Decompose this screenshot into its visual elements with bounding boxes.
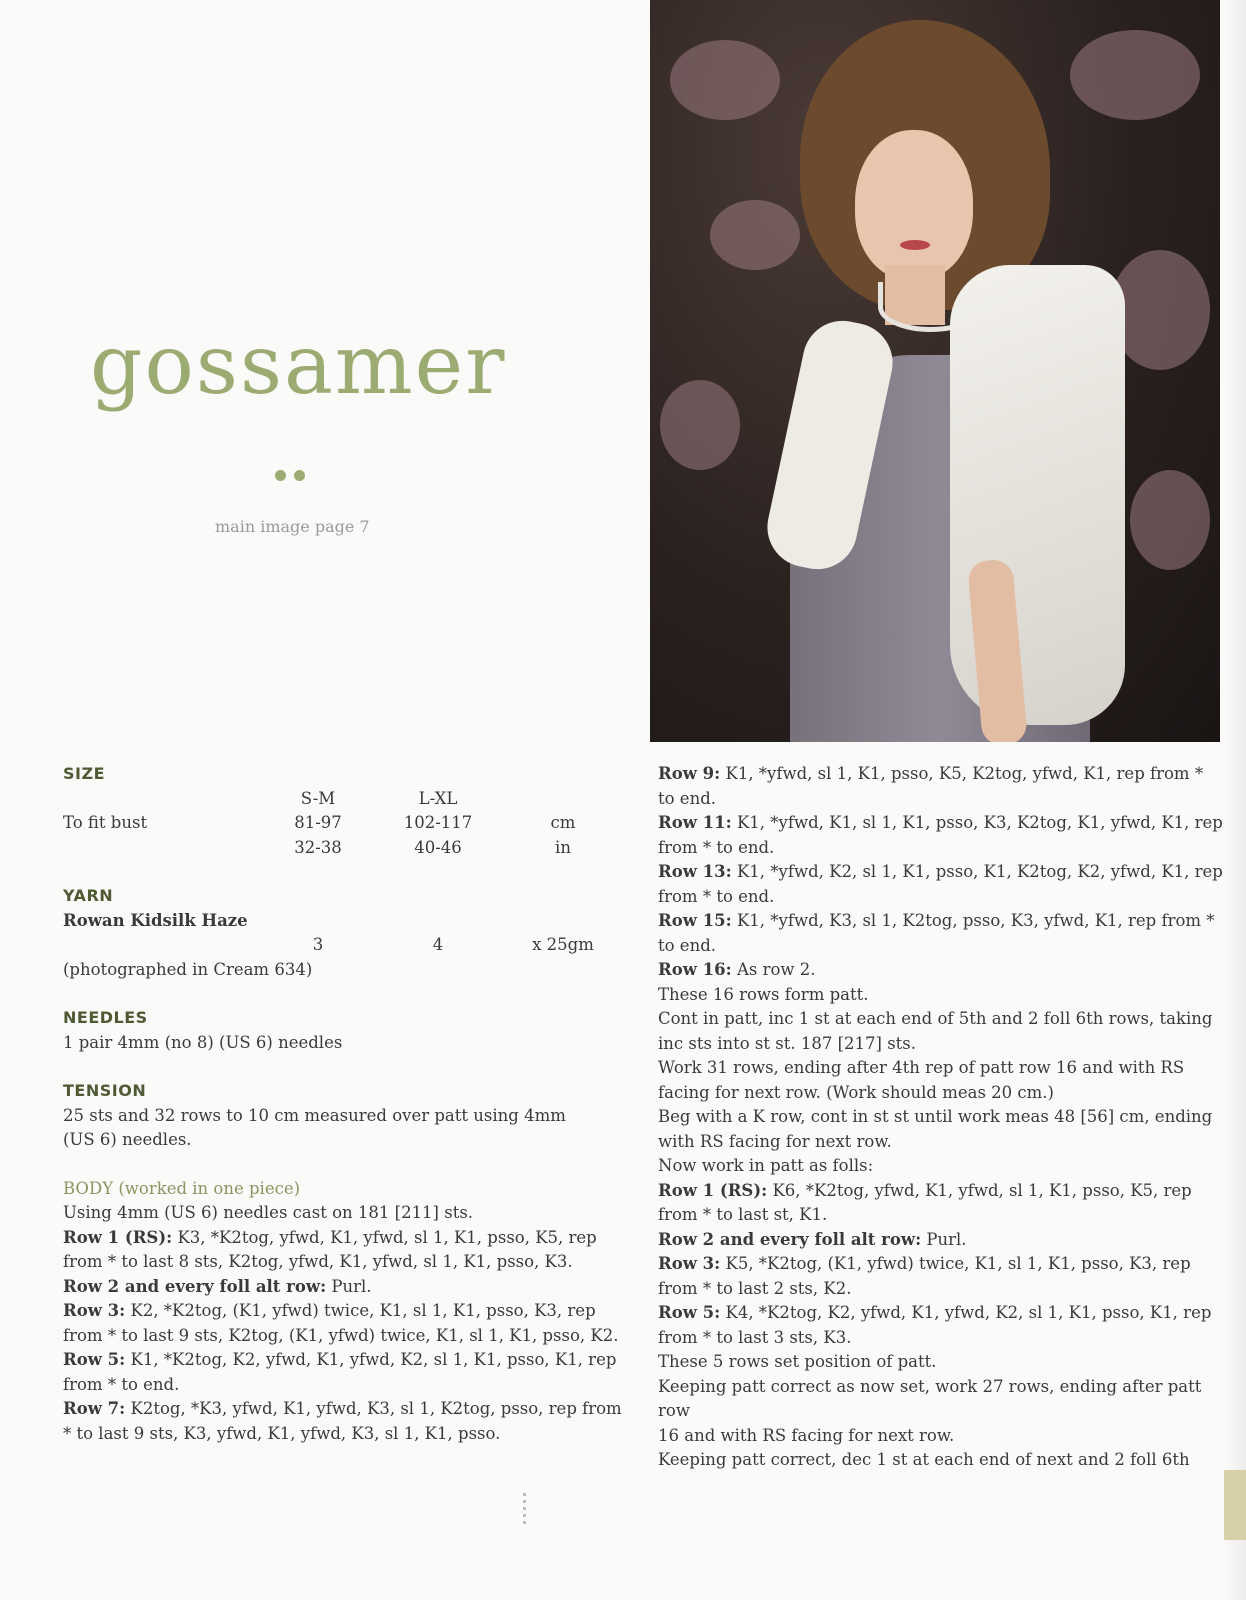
fit-cm-value: 81-97	[294, 813, 342, 832]
row-text: from * to end.	[658, 837, 775, 857]
row-label: Row 1 (RS):	[63, 1227, 173, 1247]
size-label: L-XL	[418, 788, 458, 808]
row-label: Row 5:	[63, 1350, 126, 1369]
pattern-row-line	[658, 885, 1223, 910]
pattern-row-line	[658, 1326, 1223, 1351]
row-label: Row 1 (RS):	[658, 1180, 768, 1200]
yarn-amount: 4	[432, 935, 444, 954]
ornament-dots	[275, 470, 305, 481]
instruction-line: Beg with a K row, cont in st st until work meas 48 [56] cm, ending	[658, 1107, 1213, 1126]
instruction-line: These 5 rows set position of patt.	[658, 1352, 937, 1371]
fit-in-value: 40-46	[414, 837, 462, 857]
size-label: S-M	[300, 788, 336, 808]
instruction-line: facing for next row. (Work should meas 20 cm.)	[658, 1082, 1054, 1102]
row-text: from * to last 2 sts, K2.	[658, 1278, 852, 1298]
pattern-row-line	[658, 958, 1223, 983]
page-edge	[1224, 0, 1246, 1600]
ornament-dot-icon	[275, 470, 286, 481]
row-text: K1, *yfwd, K2, sl 1, K1, psso, K1, K2tog, K2, yfwd, K1, rep	[731, 862, 1223, 881]
instruction-line: Keeping patt correct as now set, work 27 rows, ending after patt row	[658, 1376, 1202, 1420]
pattern-row-line	[658, 1277, 1223, 1302]
pattern-row-line	[658, 1228, 1223, 1253]
yarn-unit: x 25gm	[532, 935, 594, 954]
tension-line: 25 sts and 32 rows to 10 cm measured over patt using 4mm	[63, 1105, 566, 1125]
row-label: Row 3:	[658, 1254, 721, 1273]
pattern-row-line	[63, 1397, 623, 1422]
pattern-rows-second	[658, 1179, 1223, 1351]
pattern-row-line	[658, 811, 1223, 836]
row-text: from * to end.	[658, 886, 775, 906]
pattern-row-line	[63, 1226, 623, 1251]
pattern-row-line	[63, 1422, 623, 1447]
size-heading: SIZE	[63, 764, 106, 783]
unit-in: in	[555, 837, 571, 857]
instruction-line: Now work in patt as folls:	[658, 1156, 874, 1175]
row-text: from * to last 3 sts, K3.	[658, 1327, 852, 1347]
instruction-line: Cont in patt, inc 1 st at each end of 5th and 2 foll 6th rows, taking	[658, 1009, 1213, 1028]
page-tab	[1224, 1470, 1246, 1540]
yarn-amount: 3	[312, 935, 324, 954]
right-column	[658, 762, 1223, 1473]
row-label: Row 16:	[658, 960, 732, 979]
row-label: Row 15:	[658, 911, 732, 930]
row-label: Row 13:	[658, 862, 732, 881]
row-label: Row 5:	[658, 1303, 721, 1322]
left-column	[63, 762, 623, 1446]
cast-on-text: Using 4mm (US 6) needles cast on 181 [211] sts.	[63, 1203, 474, 1222]
pattern-row-line	[658, 934, 1223, 959]
fit-cm-value: 102-117	[403, 813, 473, 832]
pattern-row-line	[658, 1179, 1223, 1204]
row-text: from * to last 8 sts, K2tog, yfwd, K1, yfwd, sl 1, K1, psso, K3.	[63, 1252, 573, 1271]
instruction-line: 16 and with RS facing for next row.	[658, 1425, 955, 1445]
final-instructions	[658, 1350, 1223, 1473]
pattern-title: gossamer	[90, 318, 507, 413]
row-text: K2, *K2tog, (K1, yfwd) twice, K1, sl 1, K1, psso, K3, rep	[125, 1301, 596, 1320]
pattern-row-line	[658, 1203, 1223, 1228]
pattern-row-line	[63, 1299, 623, 1324]
tension-line: (US 6) needles.	[63, 1130, 192, 1149]
row-label: Row 2 and every foll alt row:	[63, 1276, 327, 1296]
row-text: * to last 9 sts, K3, yfwd, K1, yfwd, K3, sl 1, K1, psso.	[63, 1423, 501, 1443]
row-text: K1, *yfwd, sl 1, K1, psso, K5, K2tog, yfwd, K1, rep from *	[720, 764, 1204, 783]
continue-instructions	[658, 983, 1223, 1179]
row-text: Purl.	[326, 1276, 372, 1296]
pattern-row-line	[63, 1324, 623, 1349]
row-text: Purl.	[921, 1229, 967, 1249]
pattern-row-line	[658, 909, 1223, 934]
spine-mark	[523, 1493, 526, 1528]
row-text: to end.	[658, 788, 717, 808]
row-label: Row 9:	[658, 764, 721, 783]
yarn-name: Rowan Kidsilk Haze	[63, 910, 248, 930]
needles-text: 1 pair 4mm (no 8) (US 6) needles	[63, 1032, 343, 1052]
row-label: Row 11:	[658, 813, 732, 832]
pattern-row-line	[63, 1250, 623, 1275]
pattern-rows-right	[658, 762, 1223, 983]
pattern-row-line	[658, 762, 1223, 787]
row-text: K1, *yfwd, K1, sl 1, K1, psso, K3, K2tog, K1, yfwd, K1, rep	[731, 813, 1223, 832]
pattern-row-line	[658, 787, 1223, 812]
yarn-heading: YARN	[63, 886, 114, 905]
unit-cm: cm	[550, 813, 576, 832]
pattern-row-line	[658, 860, 1223, 885]
pattern-row-line	[658, 1301, 1223, 1326]
row-label: Row 3:	[63, 1301, 126, 1320]
needles-heading: NEEDLES	[63, 1008, 148, 1027]
yarn-amounts	[63, 933, 623, 958]
row-text: from * to last st, K1.	[658, 1205, 828, 1224]
instruction-line: These 16 rows form patt.	[658, 984, 869, 1004]
row-text: K5, *K2tog, (K1, yfwd) twice, K1, sl 1, K1, psso, K3, rep	[720, 1254, 1191, 1273]
row-text: K4, *K2tog, K2, yfwd, K1, yfwd, K2, sl 1, K1, psso, K1, rep	[720, 1303, 1212, 1322]
pattern-rows-left	[63, 1226, 623, 1447]
size-table	[63, 787, 623, 861]
instruction-line: with RS facing for next row.	[658, 1131, 892, 1151]
pattern-row-line	[63, 1373, 623, 1398]
row-text: from * to end.	[63, 1374, 180, 1394]
pattern-row-line	[658, 1252, 1223, 1277]
row-text: K2tog, *K3, yfwd, K1, yfwd, K3, sl 1, K2tog, psso, rep from	[125, 1399, 622, 1418]
yarn-note: (photographed in Cream 634)	[63, 959, 313, 979]
row-text: As row 2.	[731, 960, 816, 979]
row-text: K1, *yfwd, K3, sl 1, K2tog, psso, K3, yfwd, K1, rep from *	[731, 911, 1215, 930]
page-reference: main image page 7	[215, 517, 370, 536]
row-label: Row 2 and every foll alt row:	[658, 1229, 922, 1249]
pattern-row-line	[63, 1348, 623, 1373]
row-text: K3, *K2tog, yfwd, K1, yfwd, sl 1, K1, psso, K5, rep	[172, 1227, 597, 1247]
pattern-row-line	[658, 836, 1223, 861]
row-text: K1, *K2tog, K2, yfwd, K1, yfwd, K2, sl 1, K1, psso, K1, rep	[125, 1350, 617, 1369]
instruction-line: inc sts into st st. 187 [217] sts.	[658, 1033, 917, 1053]
fit-label: To fit bust	[63, 813, 148, 832]
row-label: Row 7:	[63, 1399, 126, 1418]
row-text: from * to last 9 sts, K2tog, (K1, yfwd) twice, K1, sl 1, K1, psso, K2.	[63, 1325, 619, 1345]
instruction-line: Work 31 rows, ending after 4th rep of patt row 16 and with RS	[658, 1058, 1185, 1077]
row-text: K6, *K2tog, yfwd, K1, yfwd, sl 1, K1, psso, K5, rep	[767, 1180, 1192, 1200]
fit-in-value: 32-38	[294, 837, 342, 857]
body-heading: BODY (worked in one piece)	[63, 1178, 301, 1198]
pattern-row-line	[63, 1275, 623, 1300]
tension-heading: TENSION	[63, 1081, 147, 1100]
model-photo	[650, 0, 1220, 742]
instruction-line: Keeping patt correct, dec 1 st at each end of next and 2 foll 6th	[658, 1450, 1190, 1469]
ornament-dot-icon	[294, 470, 305, 481]
row-text: to end.	[658, 935, 717, 955]
